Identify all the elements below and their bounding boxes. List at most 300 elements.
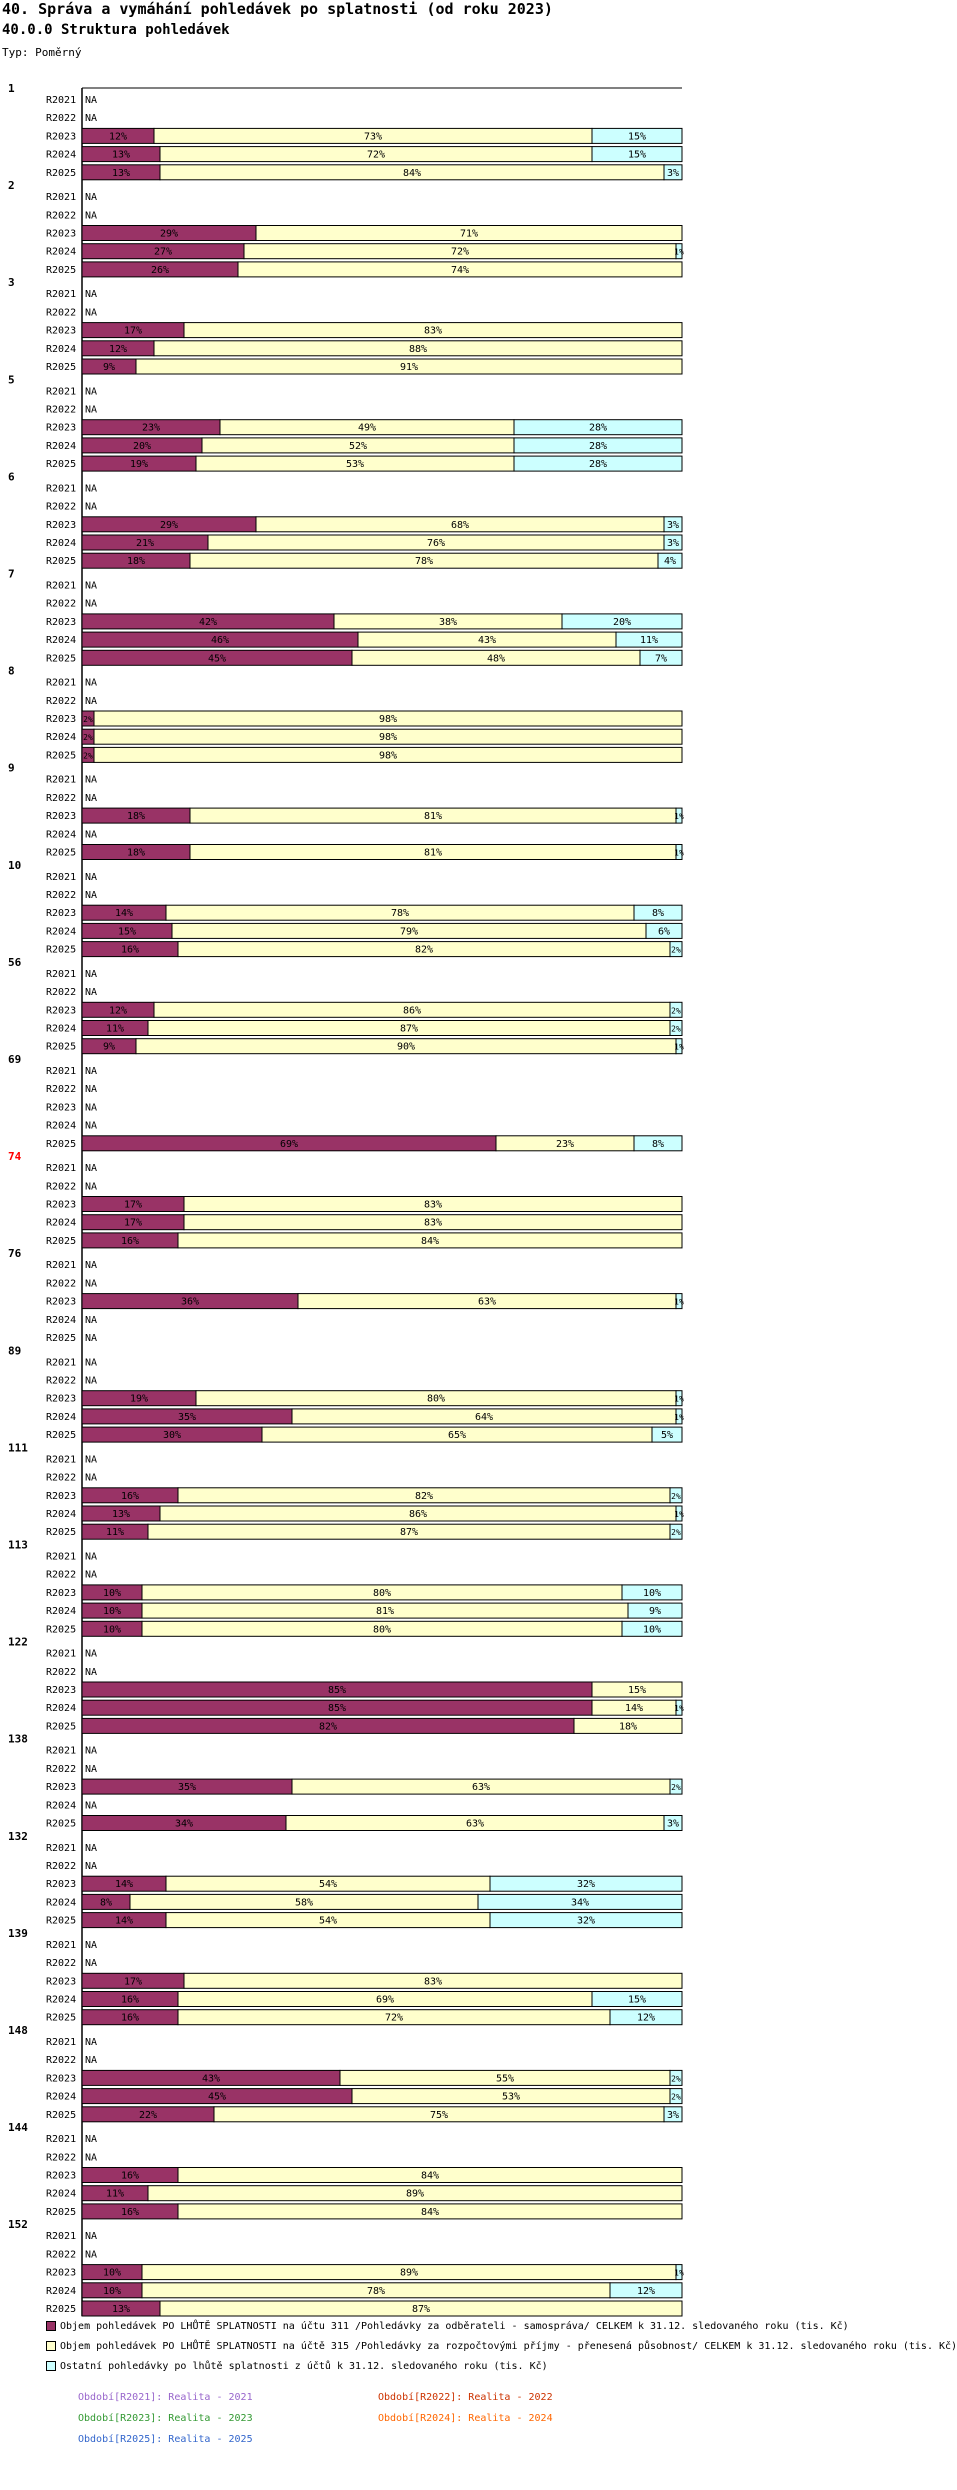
group-label-10: 10 (8, 858, 22, 872)
row-label-10-R2021: R2021 (46, 871, 77, 883)
data-label-56-R2023-s1: 12% (108, 1005, 128, 1017)
row-label-148-R2021: R2021 (46, 2037, 77, 2048)
row-label-1-R2024: R2024 (46, 149, 77, 161)
data-label-56-R2024-s1: 11% (105, 1023, 125, 1035)
row-label-6-R2025: R2025 (46, 556, 77, 568)
data-label-8-R2023-s1: 2% (83, 715, 93, 724)
legend-label-series-2: Objem pohledávek PO LHŮTĚ SPLATNOSTI na účtě 315 /Pohledávky za rozpočtovými příjmy - přenesená působnost/ CELKEM k 31.12. sledovaného roku (tis. Kč) (60, 2341, 957, 2352)
data-label-89-R2025-s2: 65% (447, 1430, 467, 1442)
na-label-139-R2022: NA (85, 1958, 98, 1970)
data-label-76-R2023-s1: 36% (180, 1296, 200, 1308)
row-label-9-R2024: R2024 (46, 829, 77, 841)
na-label-148-R2022: NA (85, 2055, 98, 2067)
data-label-5-R2025-s3: 28% (588, 459, 608, 471)
row-label-76-R2022: R2022 (46, 1278, 77, 1290)
row-label-74-R2022: R2022 (46, 1181, 77, 1193)
data-label-3-R2025-s1: 9% (102, 362, 116, 373)
na-label-74-R2021: NA (85, 1163, 98, 1175)
na-label-7-R2022: NA (85, 598, 98, 610)
data-label-5-R2025-s2: 53% (345, 459, 365, 471)
data-label-5-R2025-s1: 19% (129, 459, 149, 471)
data-label-6-R2024-s3: 3% (666, 538, 680, 549)
data-label-56-R2023-s3: 2% (671, 1006, 681, 1016)
group-label-69: 69 (8, 1053, 22, 1066)
chart-type-label: Typ: Poměrný (2, 46, 82, 59)
data-label-89-R2024-s1: 35% (177, 1411, 197, 1423)
row-label-6-R2023: R2023 (46, 519, 77, 531)
na-label-138-R2022: NA (85, 1763, 98, 1775)
row-label-144-R2022: R2022 (46, 2152, 77, 2164)
data-label-56-R2025-s3: 1% (674, 1042, 684, 1052)
group-label-3: 3 (8, 276, 15, 290)
row-label-122-R2025: R2025 (46, 1721, 77, 1733)
group-label-8: 8 (8, 664, 15, 678)
data-label-139-R2025-s1: 16% (120, 2012, 140, 2024)
data-label-152-R2024-s3: 12% (636, 2285, 656, 2297)
na-label-111-R2022: NA (85, 1472, 98, 1484)
data-label-152-R2025-s1: 13% (111, 2304, 131, 2315)
data-label-113-R2024-s3: 9% (648, 1606, 662, 1618)
row-label-152-R2022: R2022 (46, 2249, 77, 2261)
data-label-144-R2023-s2: 84% (420, 2170, 440, 2182)
data-label-5-R2023-s3: 28% (588, 422, 608, 434)
na-label-3-R2022: NA (85, 307, 98, 319)
data-label-1-R2025-s2: 84% (402, 167, 422, 179)
data-label-122-R2024-s2: 14% (624, 1703, 644, 1715)
row-label-74-R2025: R2025 (46, 1235, 77, 1247)
data-label-1-R2023-s3: 15% (627, 131, 647, 143)
data-label-2-R2025-s1: 26% (150, 264, 170, 276)
data-label-1-R2024-s2: 72% (366, 149, 386, 161)
na-label-8-R2022: NA (85, 695, 98, 707)
group-label-6: 6 (8, 470, 15, 484)
na-label-7-R2021: NA (85, 580, 98, 592)
data-label-74-R2024-s2: 83% (423, 1217, 443, 1229)
row-label-2-R2021: R2021 (46, 192, 77, 204)
na-label-132-R2022: NA (85, 1861, 98, 1872)
na-label-122-R2022: NA (85, 1666, 98, 1678)
row-label-144-R2025: R2025 (46, 2206, 77, 2218)
legend-item-series-1 (46, 2321, 849, 2332)
page-title: 40. Správa a vymáhání pohledávek po splatnosti (od roku 2023) (2, 0, 553, 18)
row-label-9-R2021: R2021 (46, 774, 77, 786)
row-label-10-R2023: R2023 (46, 908, 77, 920)
data-label-138-R2025-s3: 3% (666, 1818, 680, 1830)
na-label-113-R2022: NA (85, 1569, 98, 1581)
row-label-138-R2023: R2023 (46, 1782, 77, 1794)
row-label-56-R2022: R2022 (46, 987, 77, 999)
legend-item-series-3 (46, 2361, 548, 2372)
data-label-7-R2023-s3: 20% (612, 616, 632, 628)
data-label-56-R2023-s2: 86% (402, 1005, 422, 1017)
data-label-7-R2024-s3: 11% (639, 635, 659, 647)
row-label-111-R2023: R2023 (46, 1490, 77, 1502)
row-label-111-R2022: R2022 (46, 1472, 77, 1484)
na-label-8-R2021: NA (85, 677, 98, 689)
data-label-89-R2023-s3: 1% (674, 1394, 684, 1404)
legend-swatch-series-2 (46, 2341, 56, 2351)
row-label-132-R2025: R2025 (46, 1915, 77, 1927)
data-label-111-R2023-s2: 82% (414, 1490, 434, 1502)
data-label-113-R2023-s1: 10% (102, 1587, 122, 1599)
na-label-6-R2021: NA (85, 483, 98, 495)
na-label-74-R2022: NA (85, 1181, 98, 1193)
data-label-6-R2025-s3: 4% (663, 556, 677, 568)
na-label-76-R2021: NA (85, 1260, 98, 1272)
row-label-132-R2024: R2024 (46, 1897, 77, 1909)
data-label-148-R2023-s2: 55% (495, 2073, 515, 2085)
data-label-138-R2023-s3: 2% (671, 1783, 681, 1793)
row-label-89-R2025: R2025 (46, 1430, 77, 1442)
data-label-132-R2023-s2: 54% (318, 1879, 338, 1891)
group-label-144: 144 (8, 2121, 28, 2135)
data-label-113-R2024-s2: 81% (375, 1606, 395, 1618)
row-label-89-R2021: R2021 (46, 1357, 77, 1369)
na-label-144-R2022: NA (85, 2152, 98, 2164)
data-label-6-R2023-s1: 29% (159, 519, 179, 531)
data-label-144-R2024-s2: 89% (405, 2188, 425, 2200)
row-label-2-R2024: R2024 (46, 246, 77, 258)
data-label-10-R2023-s2: 78% (390, 908, 410, 920)
row-label-139-R2024: R2024 (46, 1994, 77, 2006)
data-label-10-R2024-s3: 6% (657, 926, 671, 938)
na-label-56-R2022: NA (85, 987, 98, 999)
row-label-9-R2023: R2023 (46, 811, 77, 823)
group-label-56: 56 (8, 955, 22, 969)
data-label-2-R2023-s1: 29% (159, 228, 179, 240)
na-label-5-R2021: NA (85, 386, 98, 398)
na-label-113-R2021: NA (85, 1551, 98, 1563)
row-label-144-R2024: R2024 (46, 2188, 77, 2200)
row-label-138-R2024: R2024 (46, 1800, 77, 1812)
row-label-113-R2022: R2022 (46, 1569, 77, 1581)
group-label-5: 5 (8, 373, 15, 387)
na-label-10-R2022: NA (85, 890, 98, 901)
data-label-69-R2025-s1: 69% (279, 1138, 299, 1150)
data-label-152-R2024-s2: 78% (366, 2285, 386, 2297)
data-label-5-R2024-s2: 52% (348, 440, 368, 452)
data-label-132-R2024-s2: 58% (294, 1897, 314, 1909)
data-label-111-R2024-s3: 1% (674, 1510, 684, 1519)
row-label-8-R2022: R2022 (46, 695, 77, 707)
data-label-1-R2023-s2: 73% (363, 131, 383, 143)
data-label-76-R2023-s3: 1% (674, 1297, 684, 1307)
na-label-76-R2024: NA (85, 1314, 98, 1326)
row-label-76-R2024: R2024 (46, 1314, 77, 1326)
row-label-69-R2025: R2025 (46, 1138, 77, 1150)
na-label-2-R2021: NA (85, 192, 98, 204)
row-label-3-R2022: R2022 (46, 307, 77, 319)
row-label-111-R2025: R2025 (46, 1527, 77, 1539)
data-label-10-R2025-s3: 2% (671, 945, 681, 955)
row-label-122-R2022: R2022 (46, 1666, 77, 1678)
row-label-138-R2022: R2022 (46, 1763, 77, 1775)
data-label-10-R2025-s1: 16% (120, 944, 140, 956)
group-label-122: 122 (8, 1635, 28, 1649)
na-label-5-R2022: NA (85, 404, 98, 416)
row-label-74-R2024: R2024 (46, 1217, 77, 1229)
data-label-5-R2024-s3: 28% (588, 440, 608, 452)
data-label-3-R2025-s2: 91% (399, 362, 419, 373)
na-label-69-R2022: NA (85, 1084, 98, 1096)
legend-item-series-2 (46, 2341, 957, 2352)
row-label-5-R2023: R2023 (46, 422, 77, 434)
data-label-132-R2025-s2: 54% (318, 1915, 338, 1927)
na-label-138-R2024: NA (85, 1800, 98, 1812)
row-label-5-R2022: R2022 (46, 404, 77, 416)
group-label-76: 76 (8, 1247, 22, 1261)
data-label-6-R2024-s1: 21% (135, 538, 155, 549)
row-label-10-R2025: R2025 (46, 944, 77, 956)
row-label-7-R2023: R2023 (46, 616, 77, 628)
na-label-69-R2024: NA (85, 1120, 98, 1132)
legend-swatch-series-3 (46, 2361, 56, 2371)
data-label-7-R2025-s2: 48% (486, 653, 506, 665)
row-label-6-R2021: R2021 (46, 483, 77, 495)
data-label-148-R2025-s3: 3% (666, 2109, 680, 2121)
data-label-8-R2025-s2: 98% (378, 750, 398, 762)
data-label-9-R2023-s2: 81% (423, 811, 443, 823)
data-label-6-R2023-s3: 3% (666, 519, 680, 531)
row-label-2-R2022: R2022 (46, 210, 77, 222)
group-label-138: 138 (8, 1732, 28, 1746)
data-label-74-R2024-s1: 17% (123, 1217, 143, 1229)
row-label-74-R2021: R2021 (46, 1163, 77, 1175)
data-label-9-R2023-s1: 18% (126, 811, 146, 823)
row-label-5-R2024: R2024 (46, 440, 77, 452)
data-label-10-R2025-s2: 82% (414, 944, 434, 956)
data-label-132-R2023-s1: 14% (114, 1879, 134, 1891)
na-label-122-R2021: NA (85, 1648, 98, 1660)
row-label-76-R2025: R2025 (46, 1333, 77, 1344)
data-label-6-R2024-s2: 76% (426, 538, 446, 549)
data-label-7-R2025-s3: 7% (654, 653, 668, 665)
row-label-3-R2024: R2024 (46, 343, 77, 355)
legend-swatch-series-1 (46, 2321, 56, 2331)
data-label-139-R2023-s2: 83% (423, 1976, 443, 1988)
row-label-5-R2025: R2025 (46, 459, 77, 471)
row-label-144-R2023: R2023 (46, 2170, 77, 2182)
data-label-1-R2023-s1: 12% (108, 131, 128, 143)
na-label-69-R2021: NA (85, 1066, 98, 1077)
data-label-138-R2023-s1: 35% (177, 1782, 197, 1794)
group-label-148: 148 (8, 2024, 28, 2037)
row-label-139-R2021: R2021 (46, 1939, 77, 1951)
data-label-9-R2025-s3: 1% (674, 848, 684, 858)
data-label-3-R2023-s2: 83% (423, 325, 443, 337)
data-label-113-R2025-s1: 10% (102, 1624, 122, 1636)
group-label-139: 139 (8, 1926, 28, 1940)
row-label-138-R2021: R2021 (46, 1745, 77, 1757)
row-label-111-R2024: R2024 (46, 1509, 77, 1520)
na-label-111-R2021: NA (85, 1454, 98, 1466)
na-label-2-R2022: NA (85, 210, 98, 222)
row-label-69-R2024: R2024 (46, 1120, 77, 1132)
data-label-138-R2023-s2: 63% (471, 1782, 491, 1794)
data-label-2-R2023-s2: 71% (459, 228, 479, 240)
na-label-3-R2021: NA (85, 289, 98, 301)
data-label-7-R2023-s2: 38% (438, 616, 458, 628)
data-label-10-R2024-s1: 15% (117, 926, 137, 938)
data-label-2-R2024-s2: 72% (450, 246, 470, 258)
data-label-10-R2023-s1: 14% (114, 908, 134, 920)
group-label-152: 152 (8, 2218, 28, 2232)
data-label-9-R2025-s2: 81% (423, 847, 443, 859)
row-label-113-R2025: R2025 (46, 1624, 77, 1636)
row-label-69-R2022: R2022 (46, 1084, 77, 1096)
row-label-113-R2021: R2021 (46, 1551, 77, 1563)
na-label-1-R2021: NA (85, 95, 98, 106)
row-label-9-R2022: R2022 (46, 792, 77, 804)
row-label-152-R2021: R2021 (46, 2231, 77, 2243)
legend-period-r2022: Období[R2022]: Realita - 2022 (378, 2392, 553, 2403)
data-label-139-R2024-s2: 69% (375, 1994, 395, 2006)
row-label-74-R2023: R2023 (46, 1199, 77, 1211)
data-label-148-R2024-s1: 45% (207, 2091, 227, 2103)
row-label-7-R2025: R2025 (46, 653, 77, 665)
data-label-10-R2024-s2: 79% (399, 926, 419, 938)
data-label-89-R2023-s2: 80% (426, 1393, 446, 1405)
data-label-132-R2024-s3: 34% (570, 1897, 590, 1909)
data-label-5-R2023-s2: 49% (357, 422, 377, 434)
row-label-113-R2024: R2024 (46, 1606, 77, 1618)
row-label-152-R2024: R2024 (46, 2285, 77, 2297)
na-label-139-R2021: NA (85, 1939, 98, 1951)
row-label-148-R2023: R2023 (46, 2073, 77, 2085)
legend-period-r2023: Období[R2023]: Realita - 2023 (78, 2413, 253, 2424)
na-label-10-R2021: NA (85, 871, 98, 883)
data-label-148-R2024-s2: 53% (501, 2091, 521, 2103)
data-label-9-R2025-s1: 18% (126, 847, 146, 859)
row-label-144-R2021: R2021 (46, 2134, 77, 2146)
data-label-74-R2023-s1: 17% (123, 1199, 143, 1211)
row-label-6-R2024: R2024 (46, 538, 77, 549)
data-label-113-R2024-s1: 10% (102, 1606, 122, 1618)
data-label-74-R2025-s1: 16% (120, 1235, 140, 1247)
data-label-132-R2025-s1: 14% (114, 1915, 134, 1927)
data-label-113-R2023-s2: 80% (372, 1587, 392, 1599)
row-label-76-R2023: R2023 (46, 1296, 77, 1308)
legend-label-series-1: Objem pohledávek PO LHŮTĚ SPLATNOSTI na účtu 311 /Pohledávky za odběrateli - samospráva/ CELKEM k 31.12. sledovaného roku (tis. Kč) (60, 2321, 849, 2332)
data-label-139-R2023-s1: 17% (123, 1976, 143, 1988)
data-label-8-R2024-s1: 2% (83, 733, 93, 743)
row-label-3-R2021: R2021 (46, 289, 77, 301)
data-label-148-R2023-s3: 2% (671, 2074, 681, 2084)
data-label-89-R2024-s2: 64% (474, 1411, 494, 1423)
data-label-74-R2025-s2: 84% (420, 1235, 440, 1247)
row-label-89-R2023: R2023 (46, 1393, 77, 1405)
group-label-9: 9 (8, 761, 15, 775)
row-label-9-R2025: R2025 (46, 847, 77, 859)
page-subtitle: 40.0.0 Struktura pohledávek (2, 22, 230, 38)
data-label-6-R2023-s2: 68% (450, 519, 470, 531)
data-label-2-R2025-s2: 74% (450, 264, 470, 276)
data-label-152-R2023-s2: 89% (399, 2267, 419, 2279)
data-label-111-R2023-s3: 2% (671, 1491, 681, 1501)
data-label-6-R2025-s2: 78% (414, 556, 434, 568)
row-label-8-R2024: R2024 (46, 732, 77, 744)
row-label-1-R2021: R2021 (46, 95, 77, 106)
data-label-74-R2023-s2: 83% (423, 1199, 443, 1211)
na-label-138-R2021: NA (85, 1745, 98, 1757)
group-label-111: 111 (8, 1441, 28, 1455)
data-label-132-R2023-s3: 32% (576, 1879, 596, 1891)
row-label-139-R2025: R2025 (46, 2012, 77, 2024)
row-label-10-R2022: R2022 (46, 890, 77, 901)
row-label-7-R2022: R2022 (46, 598, 77, 610)
data-label-56-R2025-s2: 90% (396, 1041, 416, 1053)
data-label-111-R2025-s1: 11% (105, 1527, 125, 1539)
row-label-56-R2024: R2024 (46, 1023, 77, 1035)
group-label-113: 113 (8, 1538, 28, 1552)
row-label-7-R2024: R2024 (46, 635, 77, 647)
na-label-6-R2022: NA (85, 501, 98, 513)
row-label-132-R2021: R2021 (46, 1842, 77, 1854)
data-label-10-R2023-s3: 8% (651, 908, 665, 920)
data-label-5-R2024-s1: 20% (132, 440, 152, 452)
row-label-152-R2025: R2025 (46, 2304, 77, 2315)
data-label-6-R2025-s1: 18% (126, 556, 146, 568)
data-label-148-R2025-s2: 75% (429, 2109, 449, 2121)
row-label-148-R2022: R2022 (46, 2055, 77, 2067)
data-label-1-R2024-s3: 15% (627, 149, 647, 161)
row-label-148-R2025: R2025 (46, 2109, 77, 2121)
row-label-89-R2022: R2022 (46, 1375, 77, 1387)
row-label-69-R2023: R2023 (46, 1102, 77, 1114)
na-label-144-R2021: NA (85, 2134, 98, 2146)
group-label-1: 1 (8, 82, 15, 95)
data-label-148-R2024-s3: 2% (671, 2092, 681, 2102)
row-label-2-R2025: R2025 (46, 264, 77, 276)
group-label-132: 132 (8, 1829, 28, 1843)
data-label-3-R2024-s2: 88% (408, 343, 428, 355)
data-label-122-R2023-s1: 85% (327, 1685, 347, 1696)
data-label-152-R2023-s1: 10% (102, 2267, 122, 2279)
data-label-113-R2023-s3: 10% (642, 1587, 662, 1599)
data-label-1-R2025-s3: 3% (666, 167, 680, 179)
data-label-122-R2025-s2: 18% (618, 1721, 638, 1733)
row-label-138-R2025: R2025 (46, 1818, 77, 1830)
row-label-3-R2025: R2025 (46, 362, 77, 373)
data-label-139-R2025-s3: 12% (636, 2012, 656, 2024)
row-label-113-R2023: R2023 (46, 1587, 77, 1599)
na-label-9-R2022: NA (85, 792, 98, 804)
data-label-111-R2024-s1: 13% (111, 1509, 131, 1520)
na-label-1-R2022: NA (85, 113, 98, 125)
data-label-139-R2024-s3: 15% (627, 1994, 647, 2006)
data-label-144-R2025-s2: 84% (420, 2206, 440, 2218)
data-label-76-R2023-s2: 63% (477, 1296, 497, 1308)
row-label-89-R2024: R2024 (46, 1411, 77, 1423)
data-label-3-R2024-s1: 12% (108, 343, 128, 355)
data-label-122-R2025-s1: 82% (318, 1721, 338, 1733)
data-label-56-R2025-s1: 9% (102, 1041, 116, 1053)
row-label-152-R2023: R2023 (46, 2267, 77, 2279)
data-label-69-R2025-s3: 8% (651, 1138, 665, 1150)
row-label-1-R2023: R2023 (46, 131, 77, 143)
na-label-132-R2021: NA (85, 1842, 98, 1854)
data-label-144-R2024-s1: 11% (105, 2188, 125, 2200)
legend-period-r2021: Období[R2021]: Realita - 2021 (78, 2392, 253, 2403)
data-label-152-R2025-s2: 87% (411, 2304, 431, 2315)
data-label-89-R2025-s3: 5% (660, 1430, 674, 1442)
row-label-122-R2023: R2023 (46, 1685, 77, 1696)
na-label-148-R2021: NA (85, 2037, 98, 2048)
data-label-111-R2023-s1: 16% (120, 1490, 140, 1502)
data-label-5-R2023-s1: 23% (141, 422, 161, 434)
row-label-69-R2021: R2021 (46, 1066, 77, 1077)
row-label-56-R2021: R2021 (46, 968, 77, 980)
